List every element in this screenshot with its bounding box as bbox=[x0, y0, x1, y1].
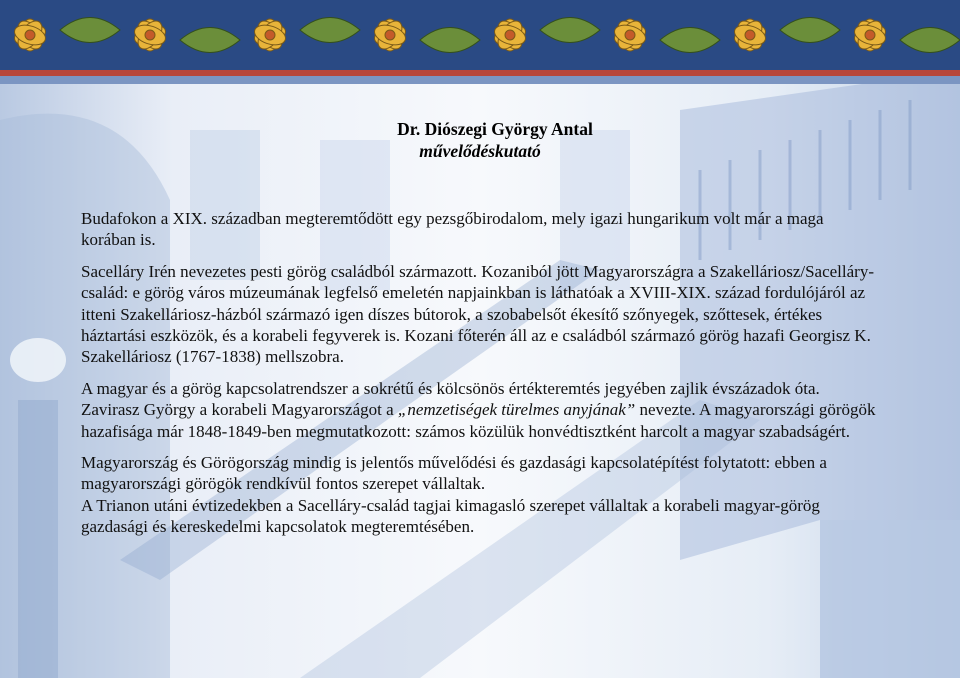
heading bbox=[0, 118, 960, 162]
stained-glass-border bbox=[0, 0, 960, 84]
paragraph-5: A Trianon utáni évtizedekben a Sacelláry-család tagjai kimagasló szerepet vállaltak a korabeli magyar-görög gazdasági és kereskedelmi kapcsolatok megteremtésében. bbox=[81, 495, 820, 537]
author-profession: művelődéskutató bbox=[419, 141, 541, 161]
paragraph-2: Sacelláry Irén nevezetes pesti görög családból származott. Kozaniból jött Magyarországra a Szakelláriosz/Sacelláry-család: e görög város múzeumának legfelső emeletén napjainkban is láthatóak a XVIII-XIX. század fordulójáról az itteni Szakelláriosz-házból származó igen díszes bútorok, a szobabelsőt ékesítő szőnyegek, szőttesek, értékes háztartási eszközök, és a korabeli fegyverek is. Kozani főterén áll az e családból származó görög hazafi Georgisz K. Szakelláriosz (1767-1838) mellszobra. bbox=[81, 261, 874, 367]
paragraph-3-part-2: nevezte. A magyarországi görögök hazafisága már 1848-1849-ben megmutatkozott: számos közülük honvédtisztként harcolt a magyar szabadságért. bbox=[81, 400, 876, 441]
article-body bbox=[81, 208, 881, 548]
paragraph-1: Budafokon a XIX. században megteremtődött egy pezsgőbirodalom, mely igazi hungarikum volt már a maga korában is. bbox=[81, 209, 824, 250]
paragraph-3 bbox=[81, 378, 881, 442]
author-name: Dr. Diószegi György Antal bbox=[397, 119, 593, 139]
paragraph-3-part-1: A magyar és a görög kapcsolatrendszer a sokrétű és kölcsönös értékteremtés jegyében zajlik évszázadok óta. Zavirasz György a korabeli Magyarországot a bbox=[81, 378, 820, 420]
quoted-phrase: „nemzetiségek türelmes anyjának” bbox=[397, 400, 636, 420]
paragraph-4: Magyarország és Görögország mindig is jelentős művelődési és gazdasági kapcsolatépítést folytatott: ebben a magyarországi görögök rendkívül fontos szerepet vállaltak. bbox=[81, 453, 827, 494]
